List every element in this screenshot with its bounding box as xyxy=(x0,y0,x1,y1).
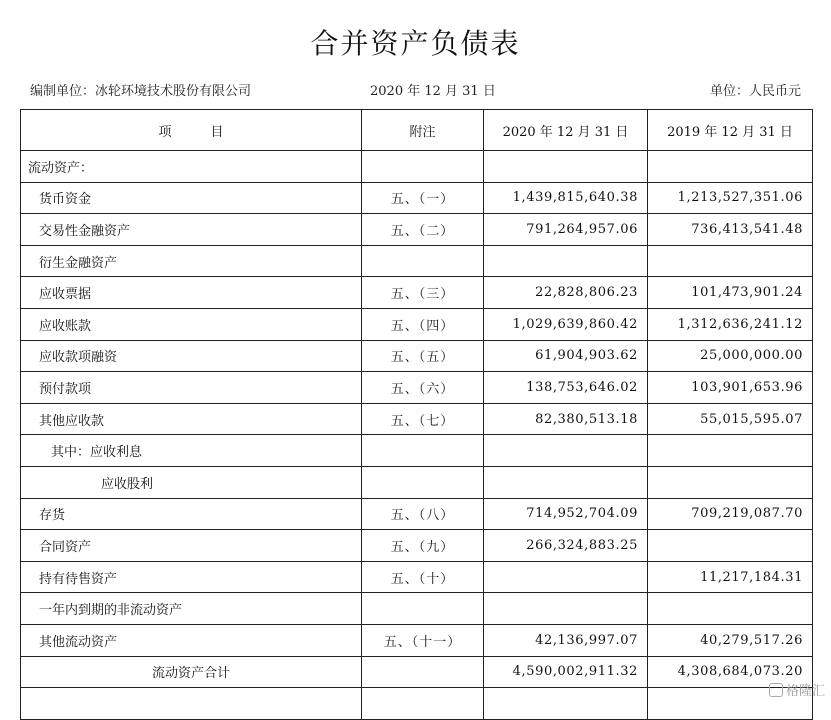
row-note: 五、（十一） xyxy=(362,624,484,656)
row-note xyxy=(362,688,484,720)
row-name: 应收账款 xyxy=(21,308,362,340)
row-note: 五、（三） xyxy=(362,277,484,309)
row-name: 衍生金融资产 xyxy=(21,245,362,277)
row-note: 五、（二） xyxy=(362,214,484,246)
row-name: 合同资产 xyxy=(21,530,362,562)
row-2020: 1,439,815,640.38 xyxy=(484,182,648,214)
row-note: 五、（一） xyxy=(362,182,484,214)
table-row xyxy=(21,498,813,530)
table-row xyxy=(21,372,813,404)
currency-unit: 单位：人民币元 xyxy=(709,84,801,99)
row-name: 存货 xyxy=(21,498,362,530)
row-note: 五、（七） xyxy=(362,403,484,435)
table-row xyxy=(21,403,813,435)
row-2019 xyxy=(648,593,813,625)
row-2019 xyxy=(648,435,813,467)
row-2019 xyxy=(648,466,813,498)
row-note: 五、（九） xyxy=(362,530,484,562)
row-2019 xyxy=(648,245,813,277)
row-2020: 82,380,513.18 xyxy=(484,403,648,435)
row-2020 xyxy=(484,151,648,183)
table-row xyxy=(21,182,813,214)
company-name: 编制单位：冰轮环境技术股份有限公司 xyxy=(30,84,252,99)
row-2020: 791,264,957.06 xyxy=(484,214,648,246)
row-2020: 61,904,903.62 xyxy=(484,340,648,372)
row-2019: 103,901,653.96 xyxy=(648,372,813,404)
table-row xyxy=(21,435,813,467)
row-2020: 4,590,002,911.32 xyxy=(484,656,648,688)
table-row xyxy=(21,466,813,498)
row-2019: 4,308,684,073.20 xyxy=(648,656,813,688)
row-note: 五、（十） xyxy=(362,561,484,593)
header-2019: 2019 年 12 月 31 日 xyxy=(648,110,813,151)
row-2020 xyxy=(484,688,648,720)
table-row xyxy=(21,340,813,372)
row-name: 其他流动资产 xyxy=(21,624,362,656)
table-row xyxy=(21,688,813,720)
table-row xyxy=(21,530,813,562)
row-name: 预付款项 xyxy=(21,372,362,404)
row-2019: 40,279,517.26 xyxy=(648,624,813,656)
row-note xyxy=(362,435,484,467)
row-name: 其中：应收利息 xyxy=(21,435,362,467)
row-2019: 736,413,541.48 xyxy=(648,214,813,246)
row-2019: 55,015,595.07 xyxy=(648,403,813,435)
table-row xyxy=(21,245,813,277)
table-row xyxy=(21,277,813,309)
watermark-logo-icon xyxy=(769,683,783,697)
row-2019 xyxy=(648,151,813,183)
row-note xyxy=(362,245,484,277)
row-2020: 1,029,639,860.42 xyxy=(484,308,648,340)
row-2020 xyxy=(484,561,648,593)
report-date: 2020 年 12 月 31 日 xyxy=(370,84,496,99)
header-item: 项 目 xyxy=(21,110,362,151)
table-row-total xyxy=(21,656,813,688)
table-row xyxy=(21,624,813,656)
balance-sheet-table xyxy=(20,109,813,720)
row-name xyxy=(21,688,362,720)
row-note xyxy=(362,466,484,498)
page-title: 合并资产负债表 xyxy=(310,27,521,60)
table-header-row xyxy=(21,110,813,151)
row-name: 流动资产： xyxy=(21,151,362,183)
table-row xyxy=(21,151,813,183)
row-name: 应收票据 xyxy=(21,277,362,309)
row-2020 xyxy=(484,593,648,625)
row-name: 一年内到期的非流动资产 xyxy=(21,593,362,625)
row-2019: 25,000,000.00 xyxy=(648,340,813,372)
row-note xyxy=(362,151,484,183)
table-row xyxy=(21,561,813,593)
row-name: 交易性金融资产 xyxy=(21,214,362,246)
row-name: 其他应收款 xyxy=(21,403,362,435)
row-name: 货币资金 xyxy=(21,182,362,214)
header-note: 附注 xyxy=(362,110,484,151)
row-2020 xyxy=(484,435,648,467)
row-2020 xyxy=(484,466,648,498)
row-2019: 1,312,636,241.12 xyxy=(648,308,813,340)
row-note: 五、（六） xyxy=(362,372,484,404)
row-name: 流动资产合计 xyxy=(21,656,362,688)
row-name: 应收款项融资 xyxy=(21,340,362,372)
row-2020: 714,952,704.09 xyxy=(484,498,648,530)
row-note xyxy=(362,656,484,688)
row-2020: 266,324,883.25 xyxy=(484,530,648,562)
table-row xyxy=(21,308,813,340)
row-name: 持有待售资产 xyxy=(21,561,362,593)
row-note: 五、（八） xyxy=(362,498,484,530)
row-2019 xyxy=(648,530,813,562)
watermark xyxy=(769,680,825,699)
row-note: 五、（四） xyxy=(362,308,484,340)
table-row xyxy=(21,214,813,246)
row-name: 应收股利 xyxy=(21,466,362,498)
row-2020 xyxy=(484,245,648,277)
row-2019: 1,213,527,351.06 xyxy=(648,182,813,214)
row-2020: 22,828,806.23 xyxy=(484,277,648,309)
table-row xyxy=(21,593,813,625)
row-2019: 101,473,901.24 xyxy=(648,277,813,309)
row-2019: 709,219,087.70 xyxy=(648,498,813,530)
row-note xyxy=(362,593,484,625)
row-2020: 42,136,997.07 xyxy=(484,624,648,656)
row-2020: 138,753,646.02 xyxy=(484,372,648,404)
row-2019: 11,217,184.31 xyxy=(648,561,813,593)
row-note: 五、（五） xyxy=(362,340,484,372)
header-2020: 2020 年 12 月 31 日 xyxy=(484,110,648,151)
watermark-text: 格隆汇 xyxy=(785,684,825,699)
